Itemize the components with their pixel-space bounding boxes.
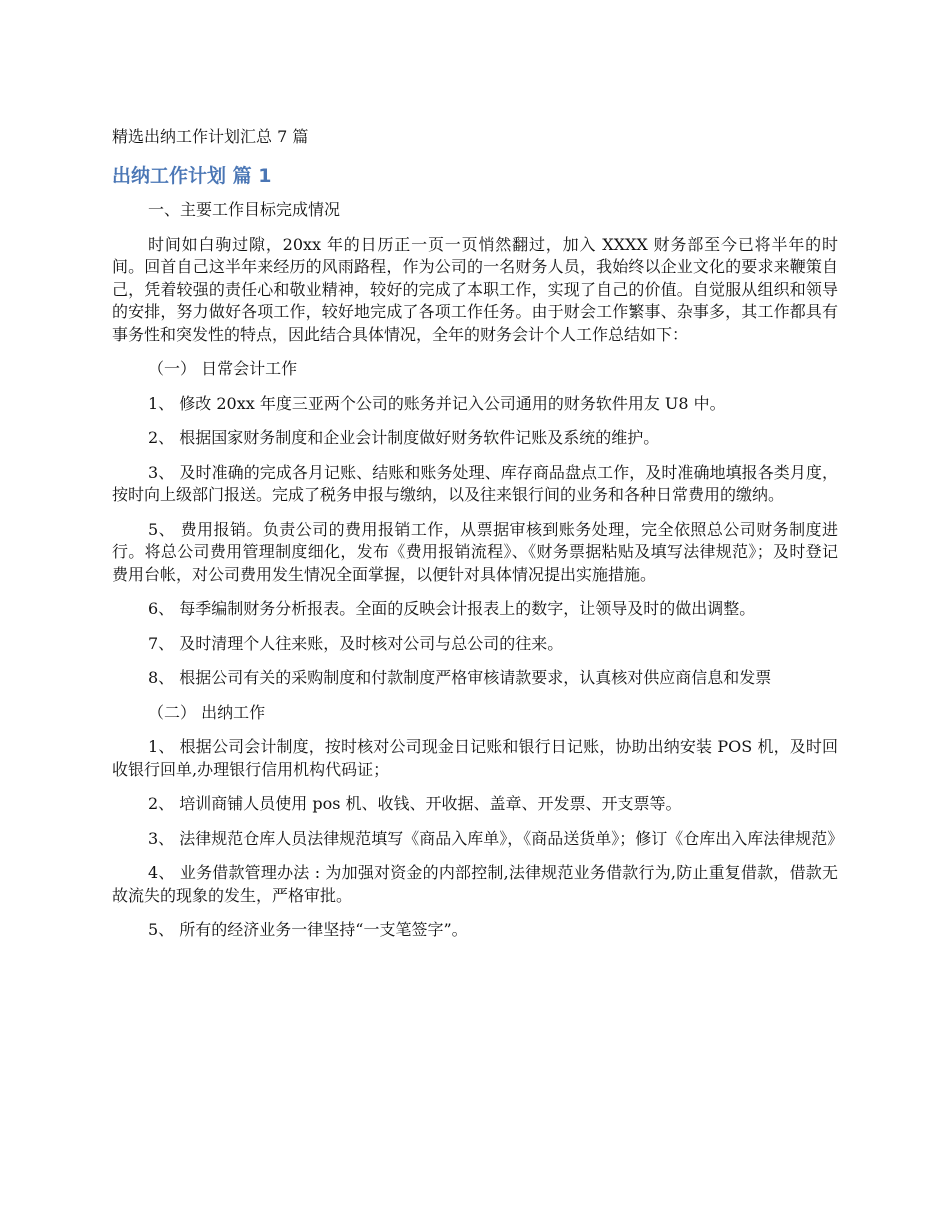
document-title: 精选出纳工作计划汇总 7 篇 bbox=[112, 127, 309, 146]
paragraph: 3、 法律规范仓库人员法律规范填写《商品入库单》，《商品送货单》；修订《仓库出入库法律规范》 bbox=[148, 828, 844, 848]
paragraph: 7、 及时清理个人往来账，及时核对公司与总公司的往来。 bbox=[148, 633, 564, 653]
paragraph: 时间如白驹过隙，20xx 年的日历正一页一页悄然翻过，加入 XXXX 财务部至今已将半年的时间。回首自己这半年来经历的风雨路程，作为公司的一名财务人员，我始终以企业文化的要求来鞭策自己，凭着较强的责任心和敬业精神，较好的完成了本职工作，实现了自己的价值。自觉服从组织和领导的安排，努力做好各项工作，较好地完成了各项工作任务。由于财会工作繁事、杂事多，其工作都具有事务性和突发性的特点，因此结合具体情况，全年的财务会计个人工作总结如下： bbox=[112, 234, 838, 344]
paragraph: 1、 根据公司会计制度，按时核对公司现金日记账和银行日记账，协助出纳安装 POS 机，及时回收银行回单,办理银行信用机构代码证； bbox=[112, 737, 838, 779]
paragraph: 3、 及时准确的完成各月记账、结账和账务处理、库存商品盘点工作，及时准确地填报各类月度，按时向上级部门报送。完成了税务申报与缴纳，以及往来银行间的业务和各种日常费用的缴纳。 bbox=[112, 462, 838, 504]
paragraph: 2、 培训商铺人员使用 pos 机、收钱、开收据、盖章、开发票、开支票等。 bbox=[148, 794, 682, 813]
paragraph: 一、主要工作目标完成情况 bbox=[148, 200, 341, 219]
paragraph: 4、 业务借款管理办法 : 为加强对资金的内部控制,法律规范业务借款行为,防止重复借款，借款无故流失的现象的发生，严格审批。 bbox=[112, 863, 838, 905]
paragraph: （二） 出纳工作 bbox=[148, 702, 266, 722]
paragraph: 5、 所有的经济业务一律坚持“一支笔签字”。 bbox=[148, 920, 468, 939]
paragraph: 8、 根据公司有关的采购制度和付款制度严格审核请款要求，认真核对供应商信息和发票 bbox=[148, 668, 772, 687]
paragraph: 6、 每季编制财务分析报表。全面的反映会计报表上的数字，让领导及时的做出调整。 bbox=[148, 599, 756, 618]
document-body bbox=[112, 199, 844, 942]
paragraph: 1、 修改 20xx 年度三亚两个公司的账务并记入公司通用的财务软件用友 U8 中。 bbox=[148, 393, 726, 413]
section-heading: 出纳工作计划 篇 1 bbox=[112, 165, 272, 187]
paragraph: （一） 日常会计工作 bbox=[148, 359, 298, 378]
paragraph: 2、 根据国家财务制度和企业会计制度做好财务软件记账及系统的维护。 bbox=[148, 428, 660, 447]
paragraph: 5、 费用报销。负责公司的费用报销工作，从票据审核到账务处理，完全依照总公司财务制度进行。将总公司费用管理制度细化，发布《费用报销流程》、《财务票据粘贴及填写法律规范》；及时登记费用台帐，对公司费用发生情况全面掌握，以便针对具体情况提出实施措施。 bbox=[112, 519, 838, 584]
